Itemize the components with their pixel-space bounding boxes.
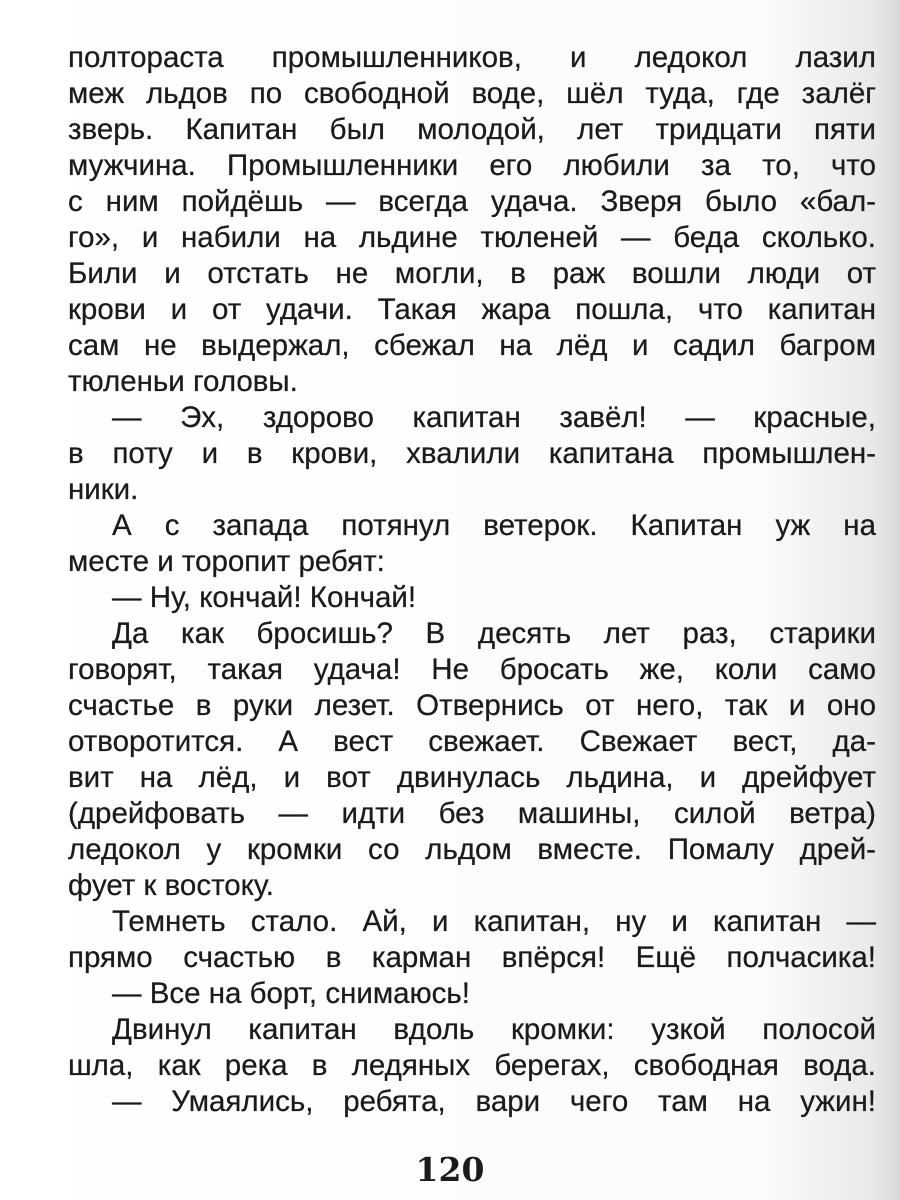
- text-line: А с запада потянул ветерок. Капитан уж на: [112, 509, 876, 542]
- text-line: отворотится. А вест свежает. Свежает вест, да-: [68, 725, 876, 758]
- text-line: тюленьи головы.: [68, 365, 298, 398]
- text-line: сам не выдержал, сбежал на лёд и садил багром: [68, 329, 876, 362]
- text-line: фует к востоку.: [68, 869, 274, 902]
- text-line: в поту и в крови, хвалили капитана промышлен-: [68, 437, 876, 470]
- text-line: Били и отстать не могли, в раж вошли люди от: [68, 257, 876, 290]
- text-line: ледокол у кромки со льдом вместе. Помалу дрей-: [68, 833, 876, 866]
- text-line: Да как бросишь? В десять лет раз, старики: [112, 617, 876, 650]
- text-line: месте и торопит ребят:: [68, 545, 385, 578]
- text-line: зверь. Капитан был молодой, лет тридцати пяти: [68, 113, 876, 146]
- text-line: Темнеть стало. Ай, и капитан, ну и капитан —: [112, 905, 876, 938]
- text-line: го», и набили на льдине тюленей — беда сколько.: [68, 221, 876, 254]
- text-line: (дрейфовать — идти без машины, силой ветра): [68, 797, 876, 830]
- text-line: вит на лёд, и вот двинулась льдина, и дрейфует: [68, 761, 876, 794]
- text-line: крови и от удачи. Такая жара пошла, что капитан: [68, 293, 876, 326]
- text-line: шла, как река в ледяных берегах, свободная вода.: [68, 1049, 876, 1082]
- text-line: полтораста промышленников, и ледокол лазил: [68, 41, 876, 74]
- text-line: мужчина. Промышленники его любили за то, что: [68, 149, 876, 182]
- text-line: счастье в руки лезет. Отвернись от него, так и оно: [68, 689, 876, 722]
- text-line: говорят, такая удача! Не бросать же, коли само: [68, 653, 876, 686]
- page-number: 120: [415, 1150, 485, 1189]
- text-line: — Эх, здорово капитан завёл! — красные,: [112, 401, 876, 434]
- text-line: — Ну, кончай! Кончай!: [112, 581, 417, 614]
- text-line: Двинул капитан вдоль кромки: узкой полосой: [112, 1013, 876, 1046]
- text-line: — Умаялись, ребята, вари чего там на ужин!: [112, 1085, 876, 1118]
- text-line: прямо счастью в карман впёрся! Ещё полчасика!: [68, 941, 876, 974]
- text-line: — Все на борт, снимаюсь!: [112, 977, 470, 1010]
- text-line: ники.: [68, 473, 139, 506]
- body-text: [68, 40, 876, 1120]
- text-line: с ним пойдёшь — всегда удача. Зверя было «бал-: [68, 185, 876, 218]
- text-line: меж льдов по свободной воде, шёл туда, где залёг: [68, 77, 876, 110]
